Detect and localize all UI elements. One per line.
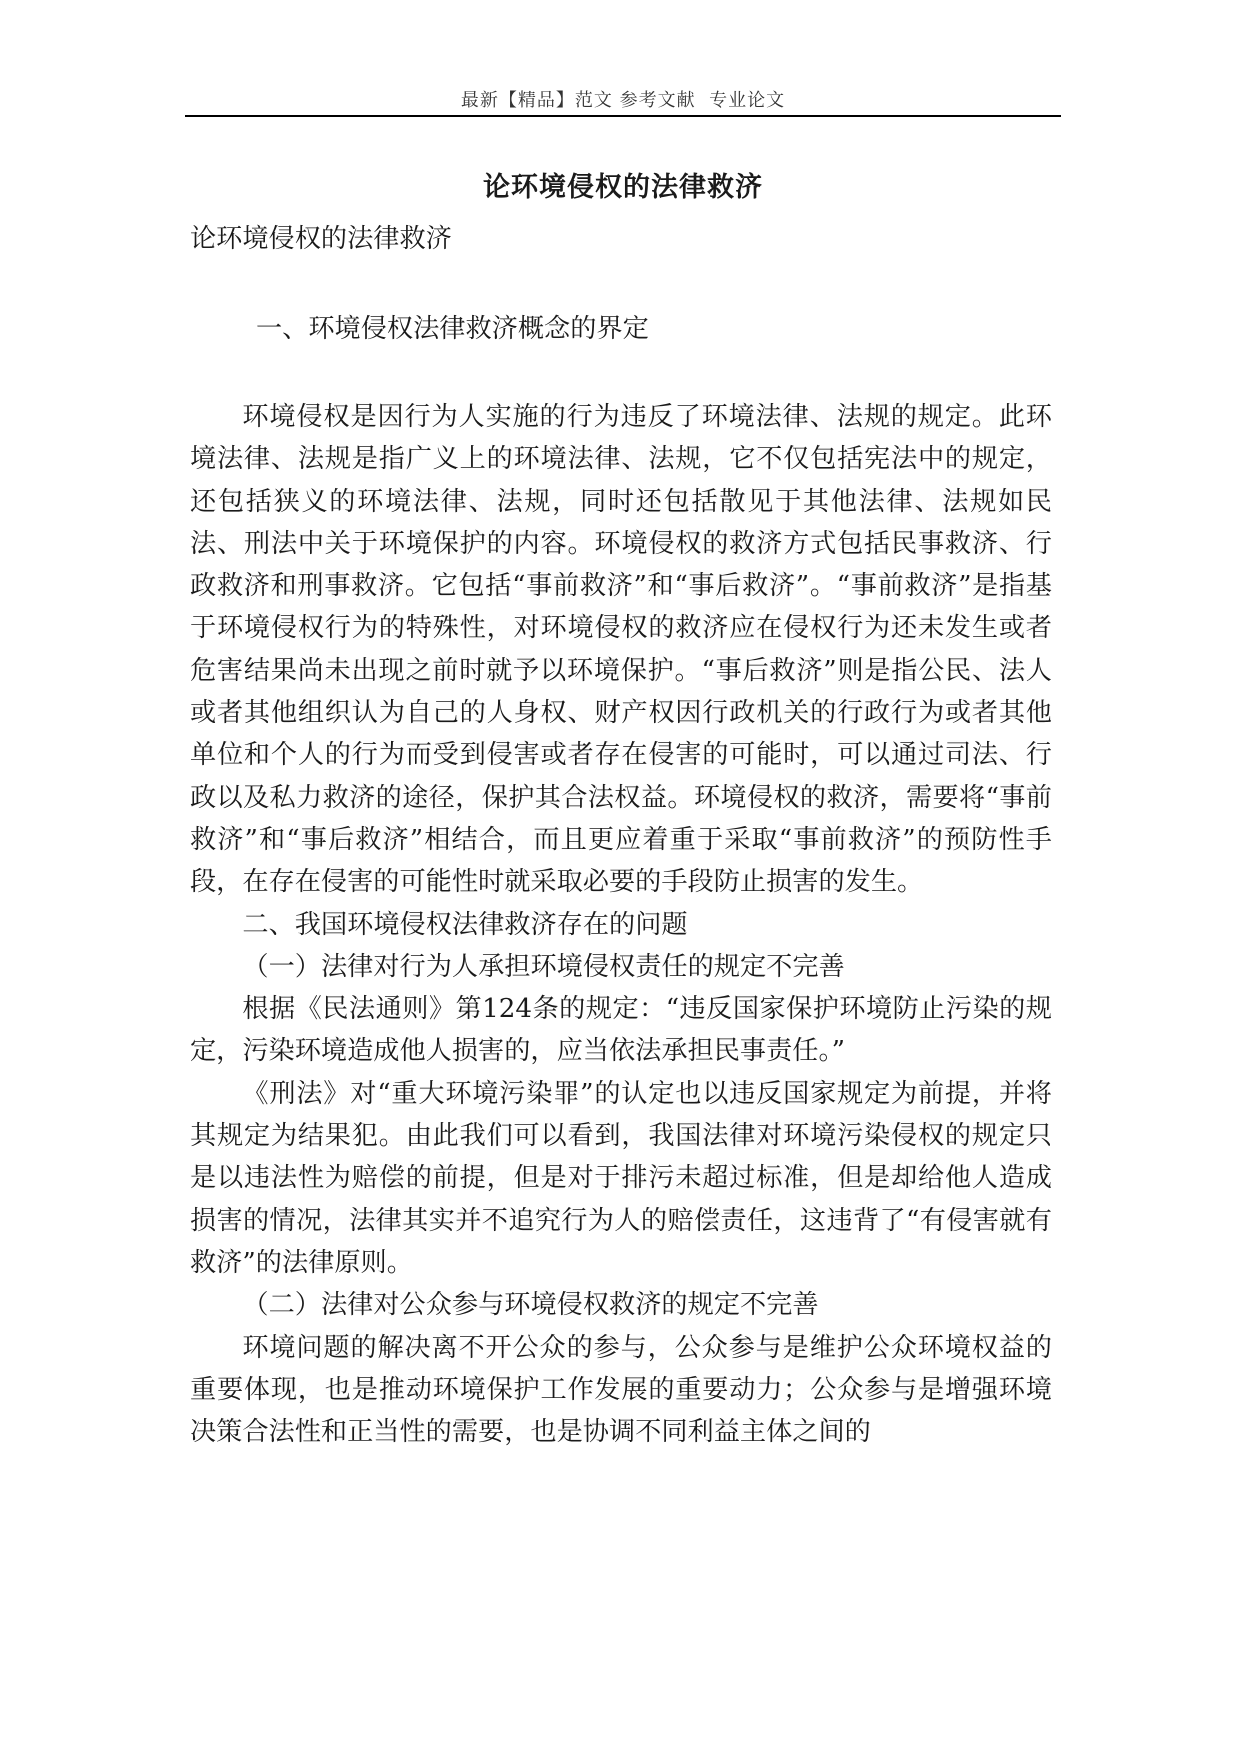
document-title: 论环境侵权的法律救济: [483, 172, 763, 203]
spacer: [190, 350, 1052, 396]
section-heading-2: 二、我国环境侵权法律救济存在的问题: [242, 909, 688, 940]
document-body: [190, 218, 1052, 1453]
section-heading-1: 一、环境侵权法律救济概念的界定: [256, 314, 649, 344]
paragraph-4: 环境问题的解决离不开公众的参与，公众参与是维护公众环境权益的重要体现，也是推动环境保护工作发展的重要动力；公众参与是增强环境决策合法性和正当性的需要，也是协调不同利益主体之间的: [190, 1332, 1052, 1448]
paragraph-1: 环境侵权是因行为人实施的行为违反了环境法律、法规的规定。此环境法律、法规是指广义上的环境法律、法规，它不仅包括宪法中的规定，还包括狭义的环境法律、法规，同时还包括散见于其他法律、法规如民法、刑法中关于环境保护的内容。环境侵权的救济方式包括民事救济、行政救济和刑事救济。它包括“事前救济”和“事后救济”。“事前救济”是指基于环境侵权行为的特殊性，对环境侵权的救济应在侵权行为还未发生或者危害结果尚未出现之前时就予以环境保护。“事后救济”则是指公民、法人或者其他组织认为自己的人身权、财产权因行政机关的行政行为或者其他单位和个人的行为而受到侵害或者存在侵害的可能时，可以通过司法、行政以及私力救济的途径，保护其合法权益。环境侵权的救济，需要将“事前救济”和“事后救济”相结合，而且更应着重于采取“事前救济”的预防性手段，在存在侵害的可能性时就采取必要的手段防止损害的发生。: [190, 402, 1052, 898]
header-rule: [185, 115, 1061, 117]
paragraph-3: 《刑法》对“重大环境污染罪”的认定也以违反国家规定为前提，并将其规定为结果犯。由此我们可以看到，我国法律对环境污染侵权的规定只是以违法性为赔偿的前提，但是对于排污未超过标准，但是却给他人造成损害的情况，法律其实并不追究行为人的赔偿责任，这违背了“有侵害就有救济”的法律原则。: [190, 1078, 1052, 1278]
spacer: [190, 260, 1052, 308]
page-header: 最新【精品】范文 参考文献 专业论文: [460, 90, 786, 111]
document-subtitle: 论环境侵权的法律救济: [190, 224, 452, 254]
paragraph-2: 根据《民法通则》第124条的规定：“违反国家保护环境防止污染的规定，污染环境造成他人损害的，应当依法承担民事责任。”: [190, 994, 1052, 1067]
subsection-heading-2: （二）法律对公众参与环境侵权救济的规定不完善: [242, 1290, 819, 1321]
subsection-heading-1: （一）法律对行为人承担环境侵权责任的规定不完善: [242, 951, 845, 982]
